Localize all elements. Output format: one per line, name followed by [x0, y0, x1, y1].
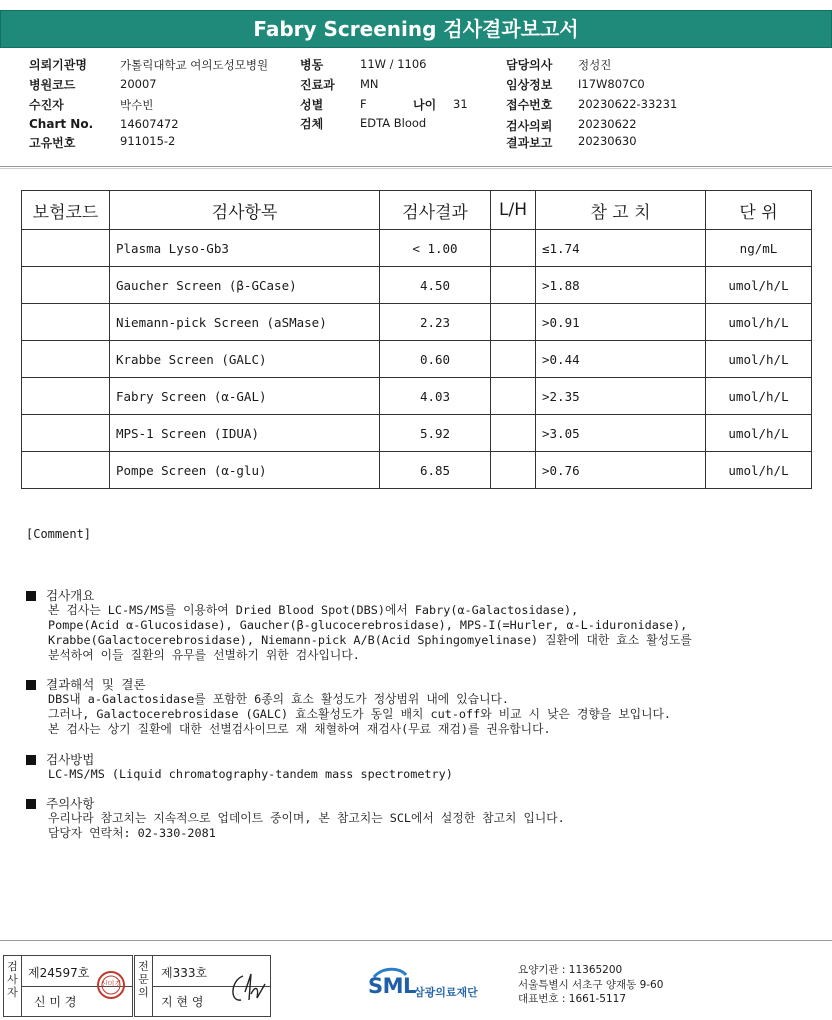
table-row	[22, 452, 812, 489]
sml-logo	[368, 963, 518, 1007]
info-value: 911015-2	[120, 134, 176, 148]
info-value: 정성진	[578, 58, 612, 72]
info-label: 성별	[300, 98, 324, 112]
footer	[3, 955, 829, 1017]
info-value: 20230622-33231	[578, 97, 678, 111]
cell-lh	[491, 378, 536, 415]
age-value: 31	[453, 97, 468, 111]
cell-result: 6.85	[380, 452, 491, 489]
cell-unit: umol/h/L	[706, 452, 812, 489]
sml-logo-text: SML	[368, 974, 416, 998]
table-row	[22, 378, 812, 415]
table-row	[22, 267, 812, 304]
header-result: 검사결과	[380, 191, 491, 230]
bullet-square-icon	[26, 755, 36, 765]
section-heading: 결과해석 및 결론	[46, 677, 146, 692]
age-label: 나이	[413, 98, 437, 112]
cell-result: 2.23	[380, 304, 491, 341]
cell-unit: umol/h/L	[706, 304, 812, 341]
info-label: 의뢰기관명	[29, 58, 87, 72]
patient-info	[0, 56, 832, 160]
footer-divider	[0, 940, 832, 941]
divider	[0, 166, 832, 167]
cell-code	[22, 230, 110, 267]
cell-item: Krabbe Screen (GALC)	[110, 341, 380, 378]
info-label: 담당의사	[506, 58, 553, 72]
section-line: Pompe(Acid α-Glucosidase), Gaucher(β-glucocerebrosidase), MPS-I(=Hurler, α-L-iduronidase),	[48, 618, 688, 632]
cell-unit: ng/mL	[706, 230, 812, 267]
bullet-square-icon	[26, 799, 36, 809]
section-line: 담당자 연락처: 02-330-2081	[48, 826, 216, 840]
info-label: 검체	[300, 117, 324, 131]
section-line: DBS내 a-Galactosidase를 포함한 6종의 효소 활성도가 정상범위 내에 있습니다.	[48, 692, 509, 706]
cell-ref: >3.05	[536, 415, 706, 452]
cell-unit: umol/h/L	[706, 415, 812, 452]
cell-lh	[491, 452, 536, 489]
lab-address: 서울특별시 서초구 양재동 9-60	[518, 978, 664, 991]
section-heading: 검사개요	[46, 588, 95, 603]
cell-lh	[491, 230, 536, 267]
tester-license: 제24597호	[28, 966, 90, 980]
cell-item: Gaucher Screen (β-GCase)	[110, 267, 380, 304]
results-table	[21, 190, 812, 489]
info-value: 20230630	[578, 134, 637, 148]
approver-signature-icon	[225, 962, 267, 1010]
cell-code	[22, 378, 110, 415]
section-line: Krabbe(Galactocerebrosidase), Niemann-pick A/B(Acid Sphingomyelinase) 질환에 대한 효소 활성도를	[48, 633, 692, 647]
cell-lh	[491, 267, 536, 304]
info-label: 병원코드	[29, 78, 76, 92]
bullet-square-icon	[26, 591, 36, 601]
info-value: 박수빈	[120, 98, 154, 112]
section-method	[26, 752, 816, 782]
section-heading: 주의사항	[46, 796, 95, 811]
section-line: 그러나, Galactocerebrosidase (GALC) 효소활성도가 동일 배치 cut-off와 비교 시 낮은 경향을 보입니다.	[48, 707, 671, 721]
cell-unit: umol/h/L	[706, 341, 812, 378]
cell-item: Plasma Lyso-Gb3	[110, 230, 380, 267]
info-label: 고유번호	[29, 136, 76, 150]
cell-ref: >1.88	[536, 267, 706, 304]
tester-seal-text: 신미경	[100, 980, 122, 988]
info-value: I17W807C0	[578, 77, 645, 91]
info-value: 14607472	[120, 117, 179, 131]
sml-foundation-name: 삼광의료재단	[414, 986, 478, 999]
info-label: 병동	[300, 58, 324, 72]
bullet-square-icon	[26, 680, 36, 690]
approver-license: 제333호	[161, 966, 208, 980]
cell-result: 5.92	[380, 415, 491, 452]
section-notes	[26, 796, 816, 841]
cell-lh	[491, 415, 536, 452]
info-label: 진료과	[300, 78, 335, 92]
cell-ref: >0.44	[536, 341, 706, 378]
cell-code	[22, 341, 110, 378]
section-interpretation	[26, 677, 816, 737]
comment-label: [Comment]	[26, 527, 92, 541]
tester-box	[3, 955, 133, 1017]
info-label: 수진자	[29, 98, 64, 112]
tester-name: 신 미 경	[34, 995, 77, 1009]
cell-item: Pompe Screen (α-glu)	[110, 452, 380, 489]
section-line: 본 검사는 상기 질환에 대한 선별검사이므로 재 채혈하여 재검사(무료 재검)를 권유합니다.	[48, 722, 551, 736]
table-row	[22, 341, 812, 378]
inst-code: 요양기관 : 11365200	[518, 964, 623, 976]
cell-ref: >2.35	[536, 378, 706, 415]
section-line: LC-MS/MS (Liquid chromatography-tandem mass spectrometry)	[48, 767, 453, 781]
table-header-row	[22, 191, 812, 230]
info-label: 결과보고	[506, 136, 553, 150]
cell-unit: umol/h/L	[706, 378, 812, 415]
header-test-item: 검사항목	[110, 191, 380, 230]
cell-code	[22, 415, 110, 452]
cell-lh	[491, 341, 536, 378]
cell-code	[22, 304, 110, 341]
approver-box	[134, 955, 271, 1017]
lab-contact	[518, 963, 663, 1007]
cell-item: Niemann-pick Screen (aSMase)	[110, 304, 380, 341]
cell-ref: ≤1.74	[536, 230, 706, 267]
cell-result: 0.60	[380, 341, 491, 378]
report-title: Fabry Screening 검사결과보고서	[0, 10, 832, 48]
header-insurance-code: 보험코드	[22, 191, 110, 230]
cell-result: 4.03	[380, 378, 491, 415]
info-label: Chart No.	[29, 117, 94, 131]
info-value: 20007	[120, 77, 157, 91]
section-line: 분석하여 이들 질환의 유무를 선별하기 위한 검사입니다.	[48, 648, 360, 662]
approver-name: 지 현 영	[161, 995, 204, 1009]
cell-result: 4.50	[380, 267, 491, 304]
info-label: 검사의뢰	[506, 119, 553, 133]
info-value: 가톨릭대학교 여의도성모병원	[120, 58, 269, 72]
cell-ref: >0.76	[536, 452, 706, 489]
info-value: EDTA Blood	[360, 116, 427, 130]
table-row	[22, 230, 812, 267]
info-label: 임상정보	[506, 78, 553, 92]
header-unit: 단 위	[706, 191, 812, 230]
table-row	[22, 304, 812, 341]
divider	[0, 168, 832, 169]
section-overview	[26, 588, 816, 663]
cell-item: MPS-1 Screen (IDUA)	[110, 415, 380, 452]
info-label: 접수번호	[506, 98, 553, 112]
cell-code	[22, 452, 110, 489]
cell-result: < 1.00	[380, 230, 491, 267]
info-value: 20230622	[578, 117, 637, 131]
header-lh: L/H	[491, 191, 536, 230]
table-row	[22, 415, 812, 452]
lab-phone: 대표번호 : 1661-5117	[518, 993, 627, 1005]
tester-label: 검사자	[4, 956, 22, 1016]
info-value: 11W / 1106	[360, 57, 427, 71]
section-heading: 검사방법	[46, 752, 95, 767]
cell-unit: umol/h/L	[706, 267, 812, 304]
section-line: 우리나라 참고치는 지속적으로 업데이트 중이며, 본 참고치는 SCL에서 설정한 참고치 입니다.	[48, 811, 565, 825]
header-reference: 참 고 치	[536, 191, 706, 230]
section-line: 본 검사는 LC-MS/MS를 이용하여 Dried Blood Spot(DBS)에서 Fabry(α-Galactosidase),	[48, 603, 579, 617]
approver-label: 전문의	[135, 956, 153, 1016]
info-value: F	[360, 97, 367, 111]
info-value: MN	[360, 77, 379, 91]
cell-item: Fabry Screen (α-GAL)	[110, 378, 380, 415]
cell-lh	[491, 304, 536, 341]
cell-code	[22, 267, 110, 304]
cell-ref: >0.91	[536, 304, 706, 341]
